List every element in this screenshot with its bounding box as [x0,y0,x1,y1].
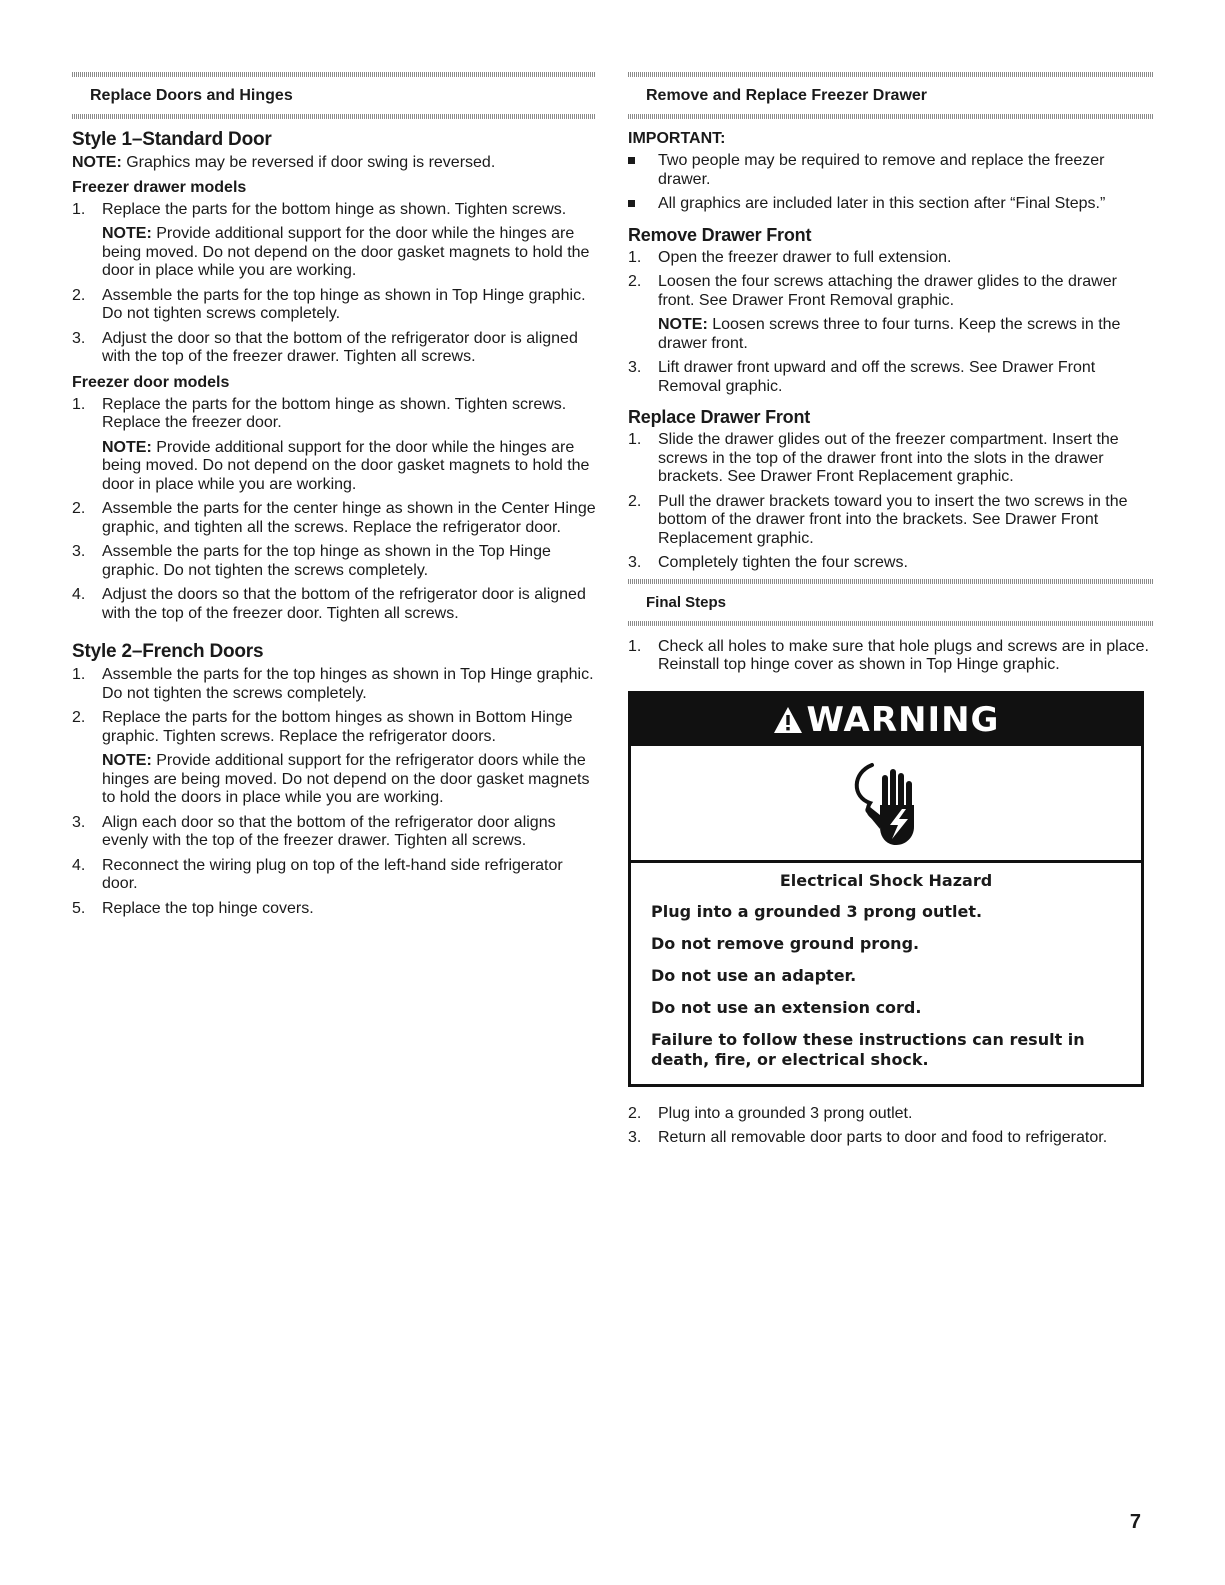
list-item: 1. Slide the drawer glides out of the freezer compartment. Insert the screws in the top of the drawer front into the slots in the drawer brackets. See Drawer Front Replacement graphic. [628,431,1119,485]
remove-drawer-front-title: Remove Drawer Front [628,224,812,245]
list-item: All graphics are included later in this section after “Final Steps.” [628,195,1153,214]
warning-heading: WARNING [806,699,1000,740]
section-rule-bottom [628,621,1153,626]
list-item: 3. Adjust the door so that the bottom of the refrigerator door is aligned with the top of the freezer drawer. Tighten all screws. [72,329,578,365]
style1-note: NOTE: Graphics may be reversed if door swing is reversed. [72,154,496,171]
list-item: 3. Align each door so that the bottom of the refrigerator door aligns evenly with the top of the freezer drawer. Tighten all screws. [72,813,556,849]
page-number: 7 [1129,1511,1141,1533]
list-item: 4. Adjust the doors so that the bottom of the refrigerator door is aligned with the top of the freezer door. Tighten all screws. [72,586,586,622]
warning-text [631,863,1141,1084]
list-item: 2. Assemble the parts for the top hinge as shown in Top Hinge graphic. Do not tighten screws completely. [72,286,586,322]
final-steps-after [628,1105,1153,1148]
section-rule-bottom [628,114,1153,119]
list-item: 1. Replace the parts for the bottom hinge as shown. Tighten screws. Replace the freezer door. NOTE: Provide additional support for the door while the hinges are being moved. Do not depend on the door gasket magnets to hold the door in place while you are working. [72,395,590,493]
hazard-title: Electrical Shock Hazard [779,870,993,890]
section-title-freezer-drawer: Remove and Replace Freezer Drawer [646,87,928,104]
important-bullets [628,152,1153,214]
important-label: IMPORTANT: [628,130,726,147]
remove-front-steps [628,249,1153,397]
bullet-square-icon [628,157,635,164]
list-item: 2. Loosen the four screws attaching the drawer glides to the drawer front. See Drawer Front Removal graphic. NOTE: Loosen screws three to four turns. Keep the screws in the drawer front. [628,273,1121,352]
style2-title: Style 2–French Doors [72,641,264,662]
section-rule-bottom [72,114,596,119]
list-item: 1. Check all holes to make sure that hole plugs and screws are in place. Reinstall top hinge cover as shown in Top Hinge graphic. [628,637,1149,673]
section-title-final-steps: Final Steps [646,593,727,611]
list-item: 2. Assemble the parts for the center hinge as shown in the Center Hinge graphic, and tighten all the screws. Replace the refrigerator door. [72,500,596,536]
list-item: 2. Pull the drawer brackets toward you to insert the two screws in the bottom of the drawer front into the brackets. See Drawer Front Replacement graphic. [628,492,1128,547]
warning-pictogram [631,746,1141,863]
list-item: 1. Replace the parts for the bottom hinge as shown. Tighten screws. NOTE: Provide additional support for the door while the hinges are being moved. Do not depend on the door gasket magnets to hold the door in place while you are working. [72,200,590,279]
warning-header [631,694,1141,746]
warning-line: Do not use an adapter. [651,965,857,985]
warning-line: Do not use an extension cord. [651,997,922,1017]
section-title-replace-doors: Replace Doors and Hinges [90,87,293,104]
list-item: 4. Reconnect the wiring plug on top of the left-hand side refrigerator door. [72,856,563,892]
warning-box [628,691,1144,1087]
style2-steps [72,666,596,918]
list-item: 1. Open the freezer drawer to full extension. [628,248,952,266]
right-column [628,72,1153,1154]
list-item: 1. Assemble the parts for the top hinges as shown in Top Hinge graphic. Do not tighten the screws completely. [72,666,594,702]
freezer-drawer-models-title: Freezer drawer models [72,178,247,196]
replace-drawer-front-title: Replace Drawer Front [628,407,811,427]
list-item: 3. Completely tighten the four screws. [628,554,908,571]
warning-line: Plug into a grounded 3 prong outlet. [651,901,983,921]
left-column [72,72,596,924]
style1-title: Style 1–Standard Door [72,129,272,150]
warning-line: Failure to follow these instructions can result in death, fire, or electrical shock. [651,1029,1085,1069]
freezer-door-models-title: Freezer door models [72,373,230,391]
freezer-door-steps [72,396,596,624]
list-item: 3. Lift drawer front upward and off the screws. See Drawer Front Removal graphic. [628,359,1096,395]
final-steps-before [628,638,1153,675]
replace-front-steps [628,431,1153,573]
list-item: 2. Plug into a grounded 3 prong outlet. [628,1104,913,1122]
list-item: 3. Assemble the parts for the top hinge as shown in the Top Hinge graphic. Do not tighten the screws completely. [72,543,551,579]
list-item: Two people may be required to remove and replace the freezer drawer. [628,152,1153,189]
bullet-square-icon [628,200,635,207]
list-item: 3. Return all removable door parts to door and food to refrigerator. [628,1129,1108,1146]
electrical-shock-hand-icon [846,757,926,849]
warning-line: Do not remove ground prong. [651,933,920,953]
freezer-drawer-steps [72,201,596,367]
list-item: 5. Replace the top hinge covers. [72,899,314,917]
list-item: 2. Replace the parts for the bottom hinges as shown in Bottom Hinge graphic. Tighten screws. Replace the refrigerator doors. NOTE: Provide additional support for the refrigerator doors while the hinges are being moved. Do not depend on the door gasket magnets to hold the doors in place while you are working. [72,709,590,806]
warning-triangle-icon [773,706,803,734]
